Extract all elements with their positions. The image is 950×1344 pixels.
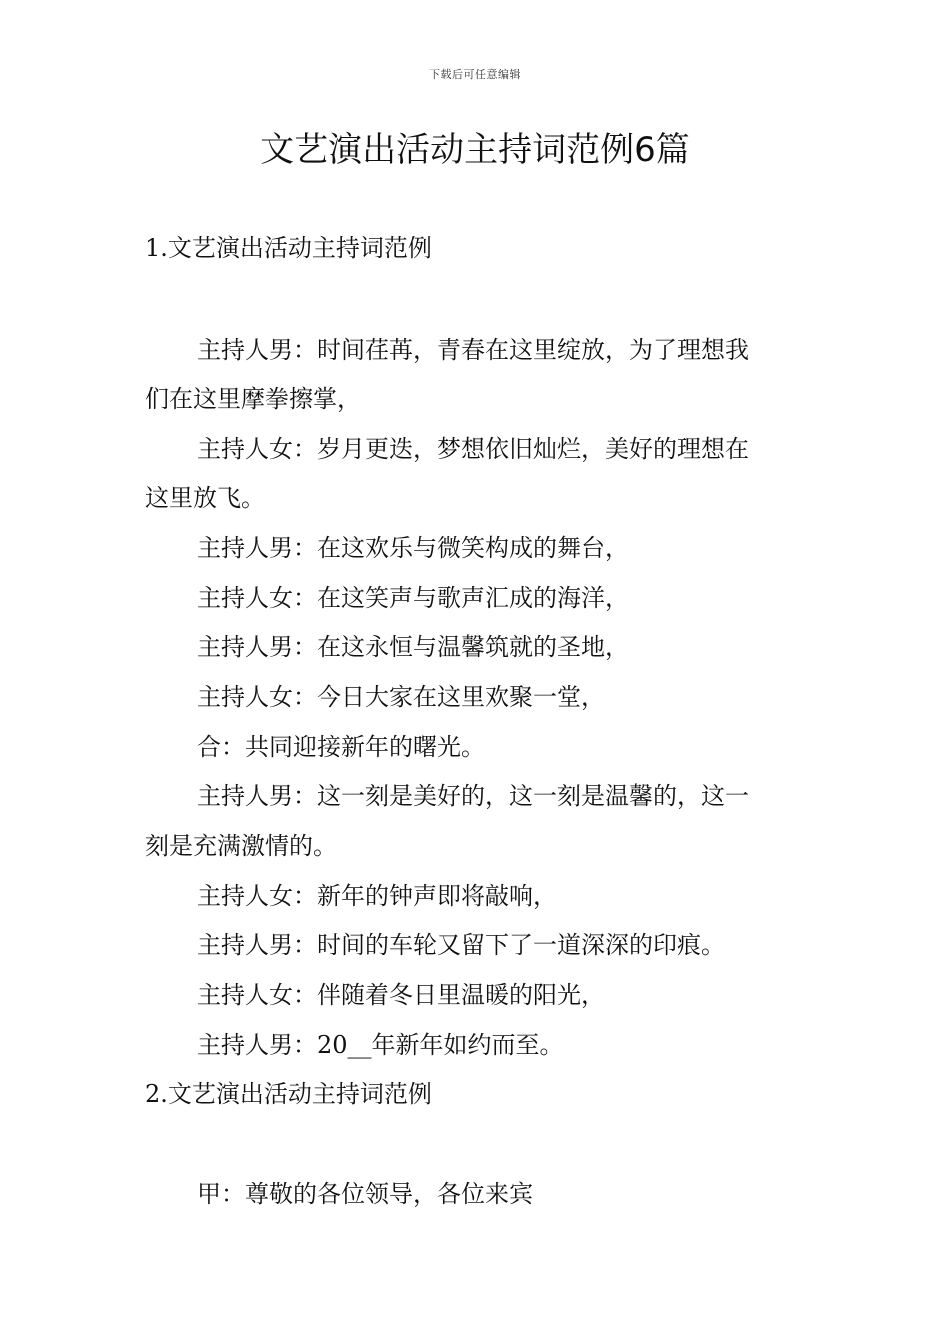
- section-heading-1: 1.文艺演出活动主持词范例: [145, 234, 432, 262]
- paragraph-line: 主持人女：新年的钟声即将敲响，: [197, 882, 557, 910]
- paragraph-line: 主持人男：这一刻是美好的，这一刻是温馨的，这一: [197, 782, 749, 810]
- paragraph-line: 刻是充满激情的。: [145, 832, 337, 860]
- paragraph-line: 主持人男：时间的车轮又留下了一道深深的印痕。: [197, 931, 725, 959]
- section-heading-2: 2.文艺演出活动主持词范例: [145, 1080, 432, 1108]
- paragraph-line: 们在这里摩拳擦掌，: [145, 385, 361, 413]
- paragraph-line: 主持人男：在这欢乐与微笑构成的舞台，: [197, 534, 629, 562]
- paragraph-line: 主持人女：岁月更迭，梦想依旧灿烂，美好的理想在: [197, 435, 749, 463]
- paragraph-line: 主持人女：在这笑声与歌声汇成的海洋，: [197, 584, 629, 612]
- document-title: 文艺演出活动主持词范例6篇: [260, 130, 690, 170]
- paragraph-line: 主持人女：伴随着冬日里温暖的阳光，: [197, 981, 605, 1009]
- paragraph-line: 这里放飞。: [145, 484, 265, 512]
- paragraph-line: 合：共同迎接新年的曙光。: [197, 733, 485, 761]
- paragraph-line: 主持人女：今日大家在这里欢聚一堂，: [197, 683, 605, 711]
- page-header-note: 下载后可任意编辑: [429, 68, 521, 81]
- paragraph-line: 主持人男：在这永恒与温馨筑就的圣地，: [197, 633, 629, 661]
- paragraph-line: 主持人男：时间荏苒，青春在这里绽放，为了理想我: [197, 336, 749, 364]
- paragraph-line: 主持人男：20__年新年如约而至。: [197, 1031, 564, 1059]
- paragraph-line: 甲：尊敬的各位领导，各位来宾: [197, 1180, 533, 1208]
